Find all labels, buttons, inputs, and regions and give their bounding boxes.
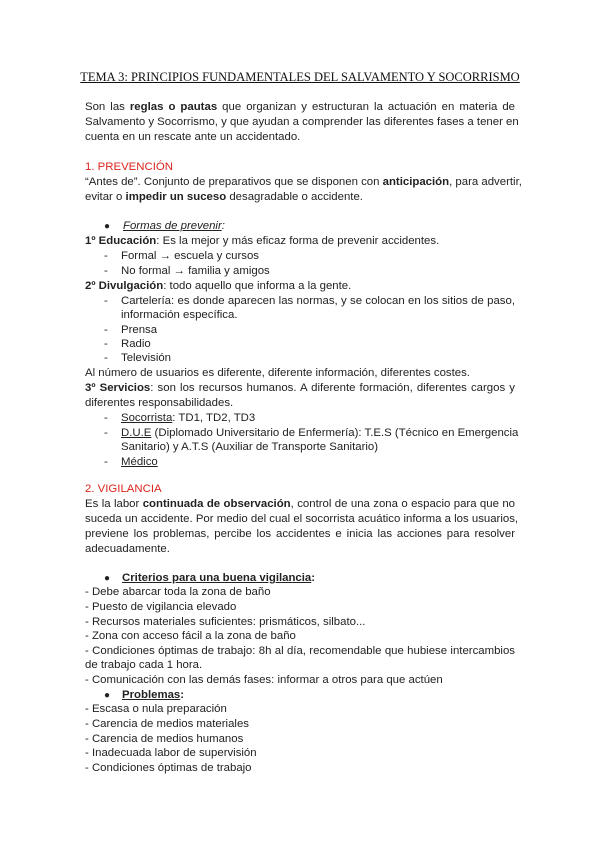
bold-text: impedir un suceso: [125, 191, 227, 203]
problema-item: - Carencia de medios humanos: [85, 733, 244, 745]
problema-item: - Carencia de medios materiales: [85, 718, 249, 730]
criterio-item-continued: de trabajo cada 1 hora.: [85, 659, 203, 671]
s2-paragraph-line-2: suceda un accidente. Por medio del cual el socorrista acuático informa a los usuarios,: [85, 513, 519, 525]
list-item: [121, 455, 515, 470]
problema-item: - Escasa o nula preparación: [85, 703, 227, 715]
list-item: Radio: [121, 338, 151, 350]
list-item-continued: información específica.: [121, 309, 238, 321]
dash-marker: -: [104, 352, 108, 364]
list-item: Televisión: [121, 352, 172, 364]
bold-text: anticipación: [382, 176, 450, 188]
criterio-item: - Condiciones óptimas de trabajo: 8h al día, recomendable que hubiese intercambios: [85, 645, 515, 657]
s2-paragraph-line-3: previene los problemas, percibe los accidentes e inicia las acciones para resolver: [85, 528, 515, 540]
criterio-item: - Zona con acceso fácil a la zona de baño: [85, 630, 296, 642]
problema-item: - Inadecuada labor de supervisión: [85, 747, 257, 759]
dash-marker: -: [104, 427, 108, 439]
criterios-subheading: [122, 571, 422, 586]
list-item: [121, 426, 519, 441]
dash-marker: -: [104, 250, 108, 262]
bullet-icon: ●: [104, 690, 111, 701]
text: , control de una zona o espacio para que no: [290, 498, 516, 510]
criterio-item: - Puesto de vigilancia elevado: [85, 601, 237, 613]
s2-paragraph-line-4: adecuadamente.: [85, 543, 170, 555]
bold-label: 2º Divulgación: [85, 280, 164, 292]
text: , para advertir,: [449, 176, 522, 188]
text: desagradable o accidente.: [226, 191, 363, 203]
list-item-continued: Sanitario) y A.T.S (Auxiliar de Transporte Sanitario): [121, 441, 379, 453]
dash-marker: -: [104, 338, 108, 350]
dash-marker: -: [104, 324, 108, 336]
list-item: No formal → familia y amigos: [121, 265, 270, 277]
intro-line-3: cuenta en un rescate ante un accidentado.: [85, 131, 301, 143]
educacion-line: [85, 234, 515, 249]
intro-line-1: [85, 100, 515, 115]
page-title: TEMA 3: PRINCIPIOS FUNDAMENTALES DEL SALVAMENTO Y SOCORRISMO: [80, 70, 520, 84]
text: :: [311, 572, 316, 584]
intro-line-2: Salvamento y Socorrismo, y que ayudan a comprender las diferentes fases a tener en: [85, 116, 519, 128]
list-item: [121, 411, 515, 426]
problema-item: - Condiciones óptimas de trabajo: [85, 762, 252, 774]
s1-paragraph-line-2: [85, 190, 515, 205]
bold-label: 3º Servicios: [85, 382, 151, 394]
section-heading-vigilancia: 2. VIGILANCIA: [85, 483, 162, 495]
formas-subheading: [123, 219, 323, 234]
criterio-item: - Debe abarcar toda la zona de baño: [85, 586, 271, 598]
dash-marker: -: [104, 412, 108, 424]
bullet-icon: ●: [104, 221, 111, 232]
usuarios-line: Al número de usuarios es diferente, diferente información, diferentes costes.: [85, 367, 470, 379]
servicios-line: [85, 381, 515, 396]
text: (Diplomado Universitario de Enfermería): T.E.S (Técnico en Emergencia: [151, 427, 519, 439]
list-item: Formal → escuela y cursos: [121, 250, 259, 262]
bold-label: 1º Educación: [85, 235, 157, 247]
bold-text: continuada de observación: [142, 498, 291, 510]
problemas-subheading: [122, 688, 322, 703]
text: que organizan y estructuran la actuación en materia de: [217, 101, 515, 113]
text: : Es la mejor y más eficaz forma de prevenir accidentes.: [156, 235, 440, 247]
list-item: Cartelería: es donde aparecen las normas, y se colocan en los sitios de paso,: [121, 295, 515, 307]
text: :: [180, 689, 185, 701]
underlined-text: D.U.E: [121, 427, 152, 439]
underlined-text: Médico: [121, 456, 158, 468]
bullet-icon: ●: [104, 573, 111, 584]
list-item: Prensa: [121, 324, 158, 336]
bold-text: reglas o pautas: [129, 101, 218, 113]
bold-underlined-text: Criterios para una buena vigilancia: [122, 572, 312, 584]
divulgacion-line: [85, 279, 515, 294]
dash-marker: -: [104, 295, 108, 307]
s1-paragraph-line-1: [85, 175, 522, 190]
text: :: [221, 220, 225, 232]
s2-paragraph-line-1: [85, 497, 515, 512]
criterio-item: - Recursos materiales suficientes: prismáticos, silbato...: [85, 616, 366, 628]
italic-text: Formas de prevenir: [123, 220, 222, 232]
text: Es la labor: [85, 498, 143, 510]
servicios-line-2: diferentes responsabilidades.: [85, 397, 234, 409]
text: : todo aquello que informa a la gente.: [163, 280, 352, 292]
text: : TD1, TD2, TD3: [172, 412, 256, 424]
text: evitar o: [85, 191, 126, 203]
criterio-item: - Comunicación con las demás fases: informar a otros para que actúen: [85, 674, 443, 686]
dash-marker: -: [104, 456, 108, 468]
section-heading-prevencion: 1. PREVENCIÓN: [85, 161, 173, 173]
text: Son las: [85, 101, 130, 113]
bold-underlined-text: Problemas: [122, 689, 181, 701]
dash-marker: -: [104, 265, 108, 277]
underlined-text: Socorrista: [121, 412, 173, 424]
text: : son los recursos humanos. A diferente formación, diferentes cargos y: [150, 382, 515, 394]
text: “Antes de”. Conjunto de preparativos que se disponen con: [85, 176, 383, 188]
